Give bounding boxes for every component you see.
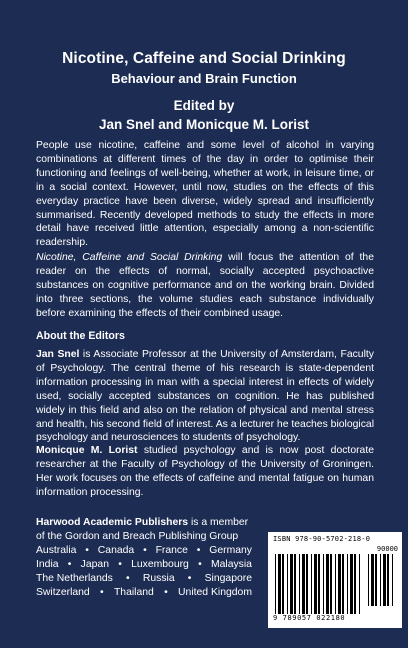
editors-names: Jan Snel and Monicque M. Lorist bbox=[98, 117, 310, 132]
barcode-bar bbox=[294, 554, 296, 614]
country: France bbox=[155, 545, 188, 556]
barcode-bar bbox=[375, 554, 377, 606]
price-addon-barcode-icon bbox=[368, 554, 396, 606]
description-paragraph-1: People use nicotine, caffeine and some level of alcohol in varying combinations at different times of the day in order to optimise their functioning and feelings of well-being, whether at work, in leisure time, or in a social context. However, until now, studies on the effects of this everyday practice have been diverse, widely spread and insufficiently summarised. Recently developed methods to study the effects in more detail have received little attention, especially among a non-scientific readership. bbox=[36, 140, 374, 249]
country: Australia bbox=[36, 545, 77, 556]
publisher-intro: is a member of the Gordon and Breach Publishing Group bbox=[36, 517, 249, 542]
publisher-statement bbox=[36, 516, 252, 544]
country: United Kingdom bbox=[178, 587, 252, 598]
bullet: • bbox=[67, 559, 72, 570]
country: Singapore bbox=[204, 573, 252, 584]
barcode-bar bbox=[347, 554, 348, 614]
country: Thailand bbox=[113, 587, 154, 598]
barcode-bar bbox=[368, 554, 369, 606]
barcode-bar bbox=[290, 554, 293, 614]
barcode-bar bbox=[350, 554, 353, 614]
country: India bbox=[36, 559, 59, 570]
price-code-text: 90000 bbox=[376, 545, 398, 553]
editor-1-name: Jan Snel bbox=[36, 349, 80, 360]
countries-row bbox=[36, 586, 252, 600]
barcode-bar bbox=[287, 554, 288, 614]
barcode-bar bbox=[359, 554, 360, 614]
edited-by-label: Edited by bbox=[173, 98, 235, 113]
countries-row bbox=[36, 558, 252, 572]
bullet: • bbox=[164, 587, 168, 598]
ean-barcode-icon bbox=[275, 554, 363, 614]
book-subtitle: Behaviour and Brain Function bbox=[111, 71, 297, 86]
barcode-bar bbox=[278, 554, 281, 614]
country: Germany bbox=[209, 545, 252, 556]
countries-row bbox=[36, 572, 252, 586]
barcode-bar bbox=[383, 554, 386, 606]
bullet: • bbox=[187, 573, 192, 584]
barcode-bar bbox=[387, 554, 389, 606]
bullet: • bbox=[198, 559, 202, 570]
isbn-barcode bbox=[268, 532, 402, 628]
country: Russia bbox=[142, 573, 175, 584]
barcode-bar bbox=[335, 554, 336, 614]
countries-row bbox=[36, 544, 252, 558]
bullet: • bbox=[85, 545, 89, 556]
book-title: Nicotine, Caffeine and Social Drinking bbox=[62, 50, 346, 67]
barcode-bar bbox=[342, 554, 344, 614]
description-paragraph-2 bbox=[36, 251, 374, 321]
barcode-bar bbox=[306, 554, 308, 614]
editor-1-bio-text: is Associate Professor at the University of Amsterdam, Faculty of Psychology. The central theme of his research is state-dependent information processing in man with a special interest in effects of widely used, socially accepted substances on cognition. He has published widely in this field and also on the relation of physical and mental stress and health, his second field of interest. As a lecturer he teaches biological psychology and neurosciences to students of psychology. bbox=[36, 349, 374, 444]
barcode-bar bbox=[380, 554, 381, 606]
bullet: • bbox=[126, 573, 130, 584]
barcode-bar bbox=[311, 554, 312, 614]
about-editors-heading: About the Editors bbox=[36, 330, 125, 342]
country: Switzerland bbox=[36, 587, 90, 598]
barcode-bar bbox=[371, 554, 374, 606]
barcode-bar bbox=[330, 554, 332, 614]
editor-2-name: Monicque M. Lorist bbox=[36, 445, 138, 456]
bullet: • bbox=[196, 545, 201, 556]
bullet: • bbox=[143, 545, 147, 556]
book-title-italic: Nicotine, Caffeine and Social Drinking bbox=[36, 252, 223, 263]
barcode-bar bbox=[275, 554, 276, 614]
barcode-bar bbox=[326, 554, 329, 614]
barcode-bar bbox=[282, 554, 284, 614]
country: Malaysia bbox=[210, 559, 252, 570]
barcode-bar bbox=[354, 554, 356, 614]
bullet: • bbox=[100, 587, 104, 598]
country: Luxembourg bbox=[131, 559, 189, 570]
barcode-bar bbox=[299, 554, 300, 614]
barcode-bar bbox=[302, 554, 305, 614]
editor-1-bio bbox=[36, 348, 374, 445]
barcode-bar bbox=[338, 554, 341, 614]
publisher-name: Harwood Academic Publishers bbox=[36, 517, 189, 528]
barcode-bar bbox=[392, 554, 393, 606]
barcode-bar bbox=[318, 554, 320, 614]
barcode-digits: 9 789057 022180 bbox=[273, 614, 346, 622]
description-paragraph-2-text: will focus the attention of the reader on the effects of normal, socially accepted psychoactive substances on cognitive performance and on the working brain. Divided into three sections, the volume studies each substance individually before examining the effects of their combined usage. bbox=[36, 252, 374, 319]
editor-2-bio bbox=[36, 444, 374, 500]
editor-2-bio-text: studied psychology and is now post doctorate researcher at the Faculty of Psychology of the University of Groningen. Her work focuses on the effects of caffeine and mental fatigue on human information processing. bbox=[36, 445, 375, 498]
barcode-bar bbox=[323, 554, 324, 614]
bullet: • bbox=[118, 559, 122, 570]
isbn-text: ISBN 978-90-5702-218-0 bbox=[273, 535, 371, 543]
country: The Netherlands bbox=[36, 573, 113, 584]
barcode-bar bbox=[314, 554, 317, 614]
country: Japan bbox=[80, 559, 109, 570]
country: Canada bbox=[97, 545, 135, 556]
